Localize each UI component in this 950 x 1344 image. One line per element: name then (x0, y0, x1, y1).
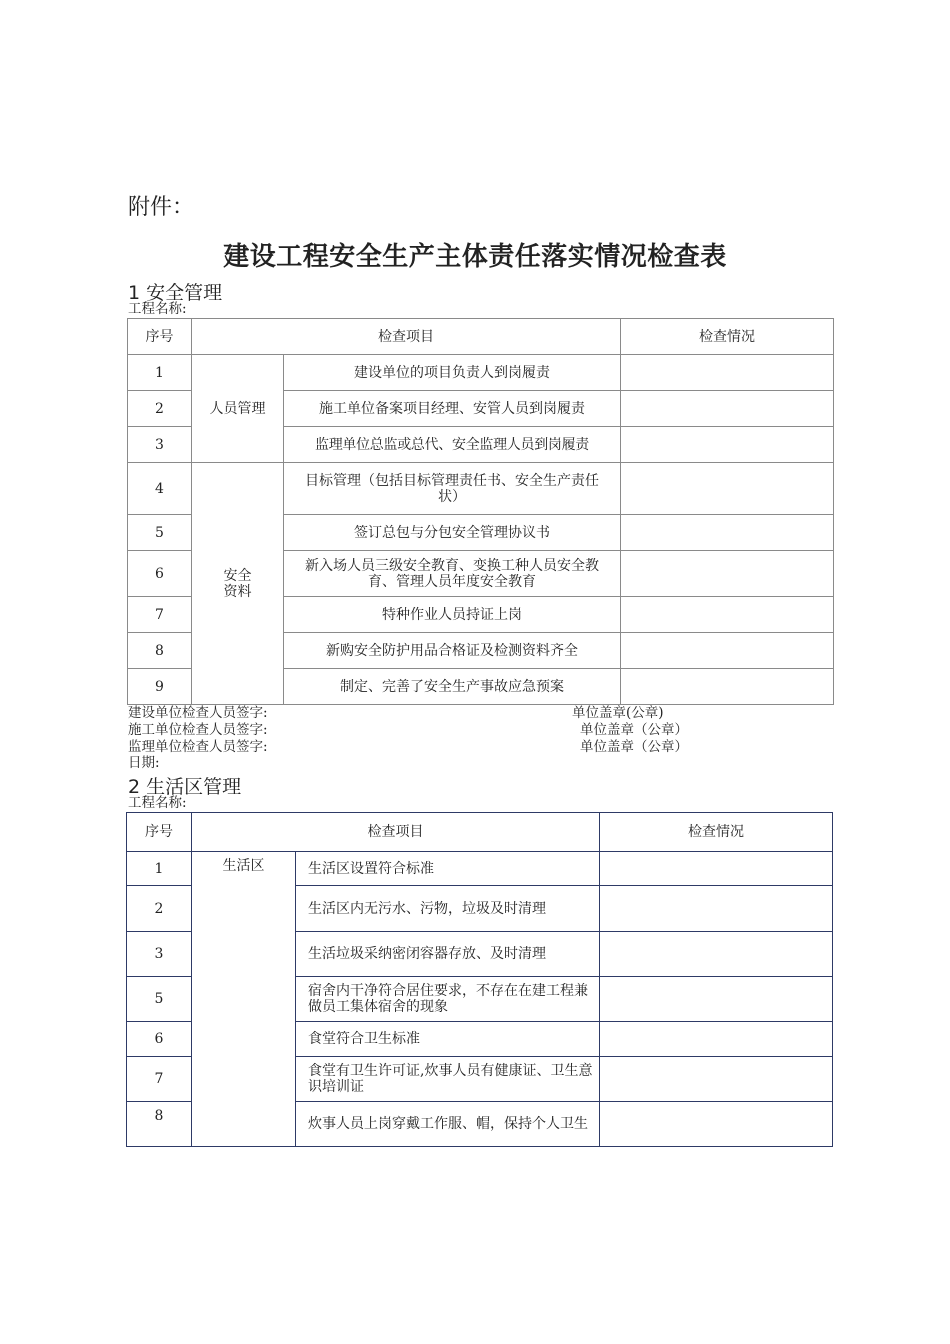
status-cell[interactable] (600, 1102, 833, 1147)
status-cell[interactable] (600, 1022, 833, 1057)
row-no: 2 (128, 391, 192, 427)
seal-label: 单位盖章(公章) (572, 705, 664, 721)
signature-row (128, 739, 848, 756)
row-item: 新购安全防护用品合格证及检测资料齐全 (284, 633, 621, 669)
status-cell[interactable] (621, 427, 834, 463)
row-no: 6 (127, 1022, 192, 1057)
table-row (128, 463, 834, 515)
status-cell[interactable] (600, 932, 833, 977)
group-name: 安全 资料 (192, 463, 284, 705)
status-cell[interactable] (600, 977, 833, 1022)
seal-label: 单位盖章（公章） (580, 722, 688, 738)
row-no: 5 (127, 977, 192, 1022)
signature-label: 建设单位检查人员签字: (128, 705, 268, 721)
section1-table (127, 318, 834, 705)
row-item: 炊事人员上岗穿戴工作服、帽，保持个人卫生 (296, 1102, 600, 1147)
row-no: 2 (127, 886, 192, 932)
group-name: 人员管理 (192, 355, 284, 463)
status-cell[interactable] (600, 886, 833, 932)
table-row (127, 852, 833, 886)
status-cell[interactable] (621, 515, 834, 551)
row-item: 新入场人员三级安全教育、变换工种人员安全教育、管理人员年度安全教育 (284, 551, 621, 597)
section1-project-name-label: 工程名称: (128, 301, 187, 317)
row-no: 3 (127, 932, 192, 977)
row-no: 7 (128, 597, 192, 633)
row-no: 1 (128, 355, 192, 391)
row-item: 施工单位备案项目经理、安管人员到岗履责 (284, 391, 621, 427)
row-no: 8 (127, 1102, 192, 1147)
row-no: 5 (128, 515, 192, 551)
row-item: 生活垃圾采纳密闭容器存放、及时清理 (296, 932, 600, 977)
attachment-label: 附件： (128, 195, 195, 220)
table-header-row (128, 319, 834, 355)
row-item: 生活区内无污水、污物，垃圾及时清理 (296, 886, 600, 932)
header-no: 序号 (128, 319, 192, 355)
status-cell[interactable] (621, 597, 834, 633)
signature-row (128, 722, 848, 739)
table-row (128, 355, 834, 391)
table-header-row (127, 813, 833, 852)
section2-heading: 2 生活区管理 (128, 776, 242, 798)
status-cell[interactable] (621, 633, 834, 669)
status-cell[interactable] (621, 669, 834, 705)
header-item: 检查项目 (192, 319, 621, 355)
row-item: 制定、完善了安全生产事故应急预案 (284, 669, 621, 705)
row-item: 建设单位的项目负责人到岗履责 (284, 355, 621, 391)
status-cell[interactable] (621, 355, 834, 391)
status-cell[interactable] (621, 551, 834, 597)
status-cell[interactable] (621, 391, 834, 427)
row-item: 监理单位总监或总代、安全监理人员到岗履责 (284, 427, 621, 463)
header-status: 检查情况 (621, 319, 834, 355)
row-item: 生活区设置符合标准 (296, 852, 600, 886)
status-cell[interactable] (600, 852, 833, 886)
section1-heading: 1 安全管理 (128, 282, 223, 304)
row-item: 目标管理（包括目标管理责任书、安全生产责任状） (284, 463, 621, 515)
row-item: 签订总包与分包安全管理协议书 (284, 515, 621, 551)
status-cell[interactable] (600, 1057, 833, 1102)
signature-row (128, 705, 848, 722)
header-no: 序号 (127, 813, 192, 852)
row-item: 食堂符合卫生标准 (296, 1022, 600, 1057)
row-no: 6 (128, 551, 192, 597)
row-no: 3 (128, 427, 192, 463)
row-item: 特种作业人员持证上岗 (284, 597, 621, 633)
row-item: 食堂有卫生许可证,炊事人员有健康证、卫生意识培训证 (296, 1057, 600, 1102)
page-title: 建设工程安全生产主体责任落实情况检查表 (223, 242, 727, 272)
header-item: 检查项目 (192, 813, 600, 852)
row-no: 9 (128, 669, 192, 705)
row-no: 4 (128, 463, 192, 515)
section2-project-name-label: 工程名称: (128, 795, 187, 811)
row-no: 7 (127, 1057, 192, 1102)
signature-label: 施工单位检查人员签字: (128, 722, 268, 738)
signature-label: 监理单位检查人员签字: (128, 739, 268, 755)
group-name: 生活区 (192, 852, 296, 1147)
header-status: 检查情况 (600, 813, 833, 852)
seal-label: 单位盖章（公章） (580, 739, 688, 755)
row-item: 宿舍内干净符合居住要求，不存在在建工程兼做员工集体宿舍的现象 (296, 977, 600, 1022)
row-no: 8 (128, 633, 192, 669)
row-no: 1 (127, 852, 192, 886)
status-cell[interactable] (621, 463, 834, 515)
section2-table (126, 812, 833, 1147)
date-label: 日期: (128, 755, 160, 771)
